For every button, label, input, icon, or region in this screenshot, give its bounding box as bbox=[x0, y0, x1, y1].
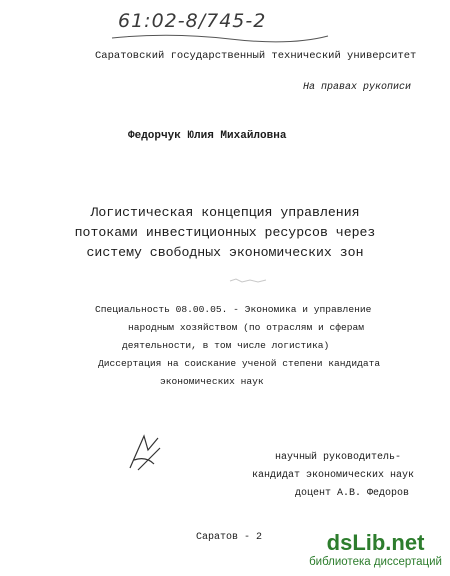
degree-line: Диссертация на соискание ученой степени кандидата bbox=[98, 358, 381, 369]
watermark-site: dsLib.net bbox=[326, 530, 425, 555]
handwritten-mark bbox=[124, 430, 168, 474]
supervisor-line-1: научный руководитель- bbox=[275, 452, 402, 463]
manuscript-rights: На правах рукописи bbox=[303, 82, 412, 93]
specialty-line-1: Специальность 08.00.05. - Экономика и управление bbox=[95, 304, 372, 315]
scan-smudge bbox=[228, 276, 268, 286]
degree-field: экономических наук bbox=[160, 376, 264, 387]
supervisor-line-2: кандидат экономических наук bbox=[252, 470, 415, 481]
author-name: Федорчук Юлия Михайловна bbox=[128, 130, 287, 142]
university-name: Саратовский государственный технический университет bbox=[95, 50, 417, 62]
stamp-underline bbox=[110, 30, 330, 44]
thesis-title-line-2: потоками инвестиционных ресурсов через bbox=[74, 225, 376, 240]
supervisor-line-3: доцент А.В. Федоров bbox=[295, 488, 410, 499]
city-year: Саратов - 2 bbox=[196, 532, 263, 543]
thesis-title-line-1: Логистическая концепция управления bbox=[90, 205, 360, 220]
thesis-title-line-3: систему свободных экономических зон bbox=[86, 245, 364, 260]
dslib-watermark[interactable] bbox=[309, 530, 442, 568]
specialty-line-3: деятельности, в том числе логистика) bbox=[122, 340, 330, 351]
archive-stamp: 61:02-8/745-2 bbox=[118, 10, 267, 32]
specialty-line-2: народным хозяйством (по отраслям и сферам bbox=[128, 322, 365, 333]
watermark-caption: библиотека диссертаций bbox=[309, 556, 442, 568]
